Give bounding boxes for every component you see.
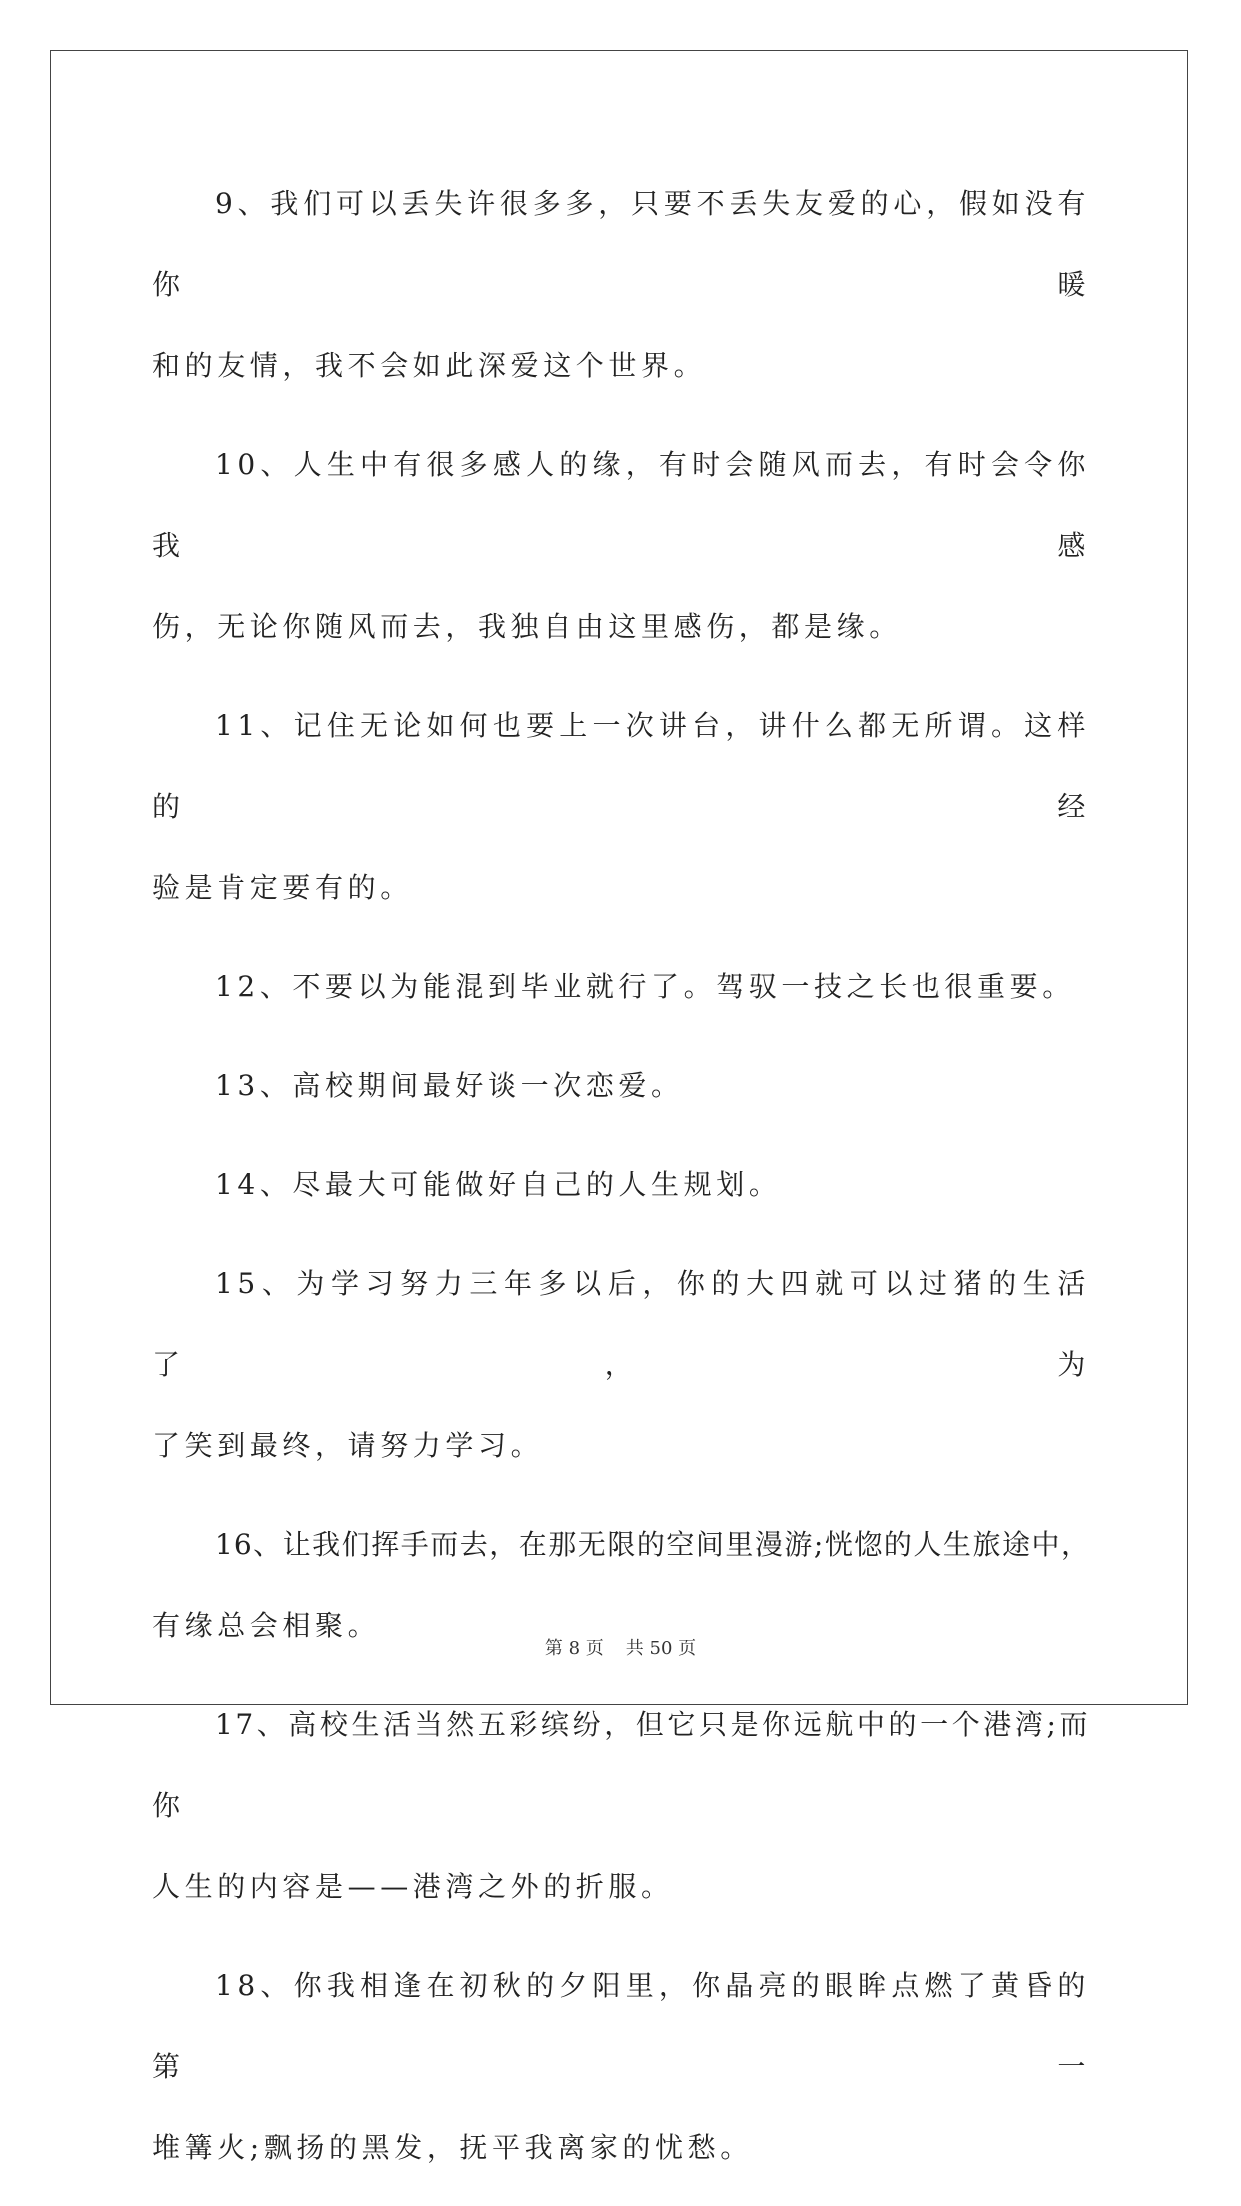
paragraph-10 [152,424,1090,667]
paragraph-line: 17、高校生活当然五彩缤纷，但它只是你远航中的一个港湾;而你 [152,1708,1090,1822]
document-body [152,163,1090,2206]
paragraph-line: 11、记住无论如何也要上一次讲台，讲什么都无所谓。这样的经 [152,709,1090,823]
paragraph-line: 有缘总会相聚。 [152,1609,381,1642]
paragraph-11 [152,685,1090,928]
paragraph-line: 10、人生中有很多感人的缘，有时会随风而去，有时会令你我感 [152,448,1090,562]
paragraph-line: 13、高校期间最好谈一次恋爱。 [215,1069,684,1102]
paragraph-18 [152,1945,1090,2188]
paragraph-line: 15、为学习努力三年多以后，你的大四就可以过猪的生活了，为 [152,1267,1090,1381]
paragraph-line: 12、不要以为能混到毕业就行了。驾驭一技之长也很重要。 [215,970,1075,1003]
paragraph-12 [152,946,1090,1027]
paragraph-13 [152,1045,1090,1126]
paragraph-line: 了笑到最终，请努力学习。 [152,1429,544,1462]
page-footer [0,1634,1241,1660]
paragraph-line: 和的友情，我不会如此深爱这个世界。 [152,349,707,382]
paragraph-line: 堆篝火;飘扬的黑发，抚平我离家的忧愁。 [152,2131,753,2164]
paragraph-line: 9、我们可以丢失许很多多，只要不丢失友爱的心，假如没有你暖 [152,187,1090,301]
paragraph-line: 验是肯定要有的。 [152,871,413,904]
paragraph-line: 14、尽最大可能做好自己的人生规划。 [215,1168,782,1201]
paragraph-9 [152,163,1090,406]
paragraph-14 [152,1144,1090,1225]
page-number: 第 8 页 [544,1638,604,1659]
paragraph-line: 人生的内容是——港湾之外的折服。 [152,1870,674,1903]
paragraph-17 [152,1684,1090,1927]
paragraph-line: 16、让我们挥手而去，在那无限的空间里漫游;恍惚的人生旅途中， [215,1528,1090,1561]
page-total: 共 50 页 [625,1638,697,1659]
paragraph-line: 伤，无论你随风而去，我独自由这里感伤，都是缘。 [152,610,902,643]
paragraph-line: 18、你我相逢在初秋的夕阳里，你晶亮的眼眸点燃了黄昏的第一 [152,1969,1090,2083]
paragraph-15 [152,1243,1090,1486]
